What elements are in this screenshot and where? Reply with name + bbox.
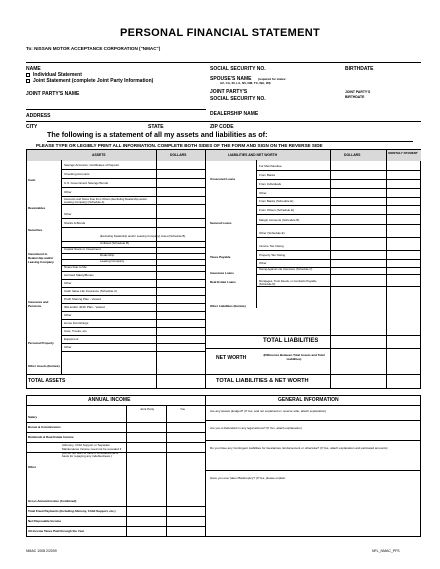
asset-row-rule <box>61 303 205 304</box>
footer-form-number: NMAC 1008 2/2009 <box>26 549 57 553</box>
total-ln-rule <box>205 374 421 375</box>
assets-liabilities-table <box>26 149 421 389</box>
liability-row-rule <box>256 274 421 275</box>
general-rule-2 <box>205 440 421 441</box>
liability-row-label: Property Tax Owing <box>259 253 286 257</box>
asset-row-rule <box>61 218 205 219</box>
asset-row-label: U.S. Government Savings Bonds <box>64 181 109 185</box>
you-col: You <box>180 407 186 411</box>
income-row-rule <box>26 432 205 433</box>
asset-row-label: Checking Accounts <box>64 172 90 176</box>
asset-row-label: Notes Due to Me <box>64 265 87 269</box>
liability-row-label: Other (Schedule E) <box>259 231 285 235</box>
liability-row-rule <box>256 224 421 225</box>
income-row-rule <box>26 536 205 537</box>
liability-row-label: For Merchandise <box>259 164 282 168</box>
statement-rule <box>47 141 413 142</box>
income-row-label: Bonus & Commissions <box>28 425 61 429</box>
spouse-note: (required for states: <box>258 77 287 81</box>
asset-row-rule <box>61 271 205 272</box>
joint-party-col: Joint Party <box>140 407 155 411</box>
state-label: STATE <box>148 124 164 130</box>
liability-row-label: From Individuals <box>259 182 282 186</box>
liability-row-label: From Others (Schedule E) <box>259 208 295 212</box>
liability-row-rule <box>256 179 421 180</box>
general-rule-1 <box>205 420 421 421</box>
question-assets-pledged: Are any Assets pledged? (If Yes, and not explained on reverse side, attach explanation) <box>210 409 327 413</box>
asset-row-rule <box>61 187 205 188</box>
general-info-heading: GENERAL INFORMATION <box>278 397 339 403</box>
asset-row-label: Other <box>64 190 72 194</box>
instructions: PLEASE TYPE OR LEGIBLY PRINT ALL INFORMATION. COMPLETE BOTH SIDES OF THE FORM AND SIGN ON THE REVERSE SIDE <box>36 143 323 148</box>
assets-group-divider <box>61 160 62 374</box>
liability-row-label: Income Tax Owing <box>259 244 284 248</box>
income-general-divider <box>205 395 206 537</box>
asset-row-label: Other <box>64 345 72 349</box>
total-assets-label: TOTAL ASSETS <box>28 378 66 384</box>
income-row-label: Net Disposable Income <box>28 519 62 523</box>
liability-row-label: Mortgages, Trust Deeds, or Contracts Payable (Schedule D) <box>259 279 317 287</box>
assets-dollars-divider <box>156 149 157 389</box>
asset-row-label: Other <box>64 212 72 216</box>
individual-label: Individual Statement <box>33 72 82 78</box>
address-label: ADDRESS <box>26 113 51 119</box>
joint-birthdate-label-1: JOINT PARTY'S <box>345 90 371 94</box>
joint-ssn-label-2: SOCIAL SECURITY NO. <box>210 96 266 102</box>
income-row-label: Other <box>28 465 37 469</box>
monthly-divider <box>386 149 387 389</box>
group-real-estate: Real Estate Loans <box>210 280 236 284</box>
liability-row-rule <box>256 205 421 206</box>
dealership-label: DEALERSHIP NAME <box>210 111 259 117</box>
ssn-label: SOCIAL SECURITY NO. <box>210 66 266 72</box>
liability-row-label: From Banks <box>259 173 276 177</box>
header-rule <box>26 62 421 63</box>
asset-row-rule <box>61 351 205 352</box>
joint-checkbox[interactable] <box>26 79 30 83</box>
individual-checkbox[interactable] <box>26 73 30 77</box>
general-rule-3 <box>205 470 421 471</box>
asset-row-rule <box>61 259 205 260</box>
liability-row-label: Owing Against Life Insurance (Schedule C) <box>259 267 313 271</box>
name-label: NAME <box>26 66 41 72</box>
asset-row-label: Home Furnishings <box>64 321 89 325</box>
asset-row-rule <box>61 335 205 336</box>
liab-col-header: LIABILITIES AND NET WORTH <box>228 153 278 157</box>
asset-row-rule <box>61 241 205 242</box>
question-bankruptcy: Have you ever taken Bankruptcy? (If Yes, please explain: <box>210 476 286 480</box>
group-other-liabilities: Other Liabilities (Itemize) <box>210 304 246 308</box>
liability-row-label: Other <box>259 261 267 265</box>
asset-row-rule <box>61 319 205 320</box>
asset-row-label: Cash Value Life Insurance (Schedule C) <box>64 289 118 293</box>
asset-row-label: Other <box>64 281 72 285</box>
income-row-label: Total Fixed Payments (Including Alimony, Child Support, etc.) <box>28 509 116 513</box>
spouse-label: SPOUSE'S NAME <box>210 76 252 82</box>
liability-row-label: From Banks (Schedule E) <box>259 199 294 203</box>
income-row-rule <box>26 506 205 507</box>
zip-label: ZIP CODE <box>210 124 234 130</box>
asset-row-label: Cars, Trucks, etc. <box>64 329 88 333</box>
group-investment: Investment in Dealership and/or Leasing Company <box>28 252 54 264</box>
income-row-rule <box>26 526 205 527</box>
assets-col-header: ASSETS <box>92 153 106 157</box>
city-rule <box>26 121 421 122</box>
liability-row-rule <box>256 237 421 238</box>
joint-label: Joint Statement (complete Joint Party Information) <box>33 78 154 84</box>
liability-row-rule <box>256 188 421 189</box>
asset-row-rule <box>61 343 205 344</box>
group-unsecured: Unsecured Loans <box>210 177 236 181</box>
joint-birthdate-label-2: BIRTHDATE <box>345 95 365 99</box>
total-liabilities-label: TOTAL LIABILITIES <box>263 338 319 344</box>
group-receivables: Receivables <box>28 206 46 210</box>
asset-row-label: Accrued Salary/Bonus <box>64 273 94 277</box>
joint-ssn-label-1: JOINT PARTY'S <box>210 89 248 95</box>
asset-row-label: Profit Sharing Plan - Vested <box>64 297 101 301</box>
question-contingent: Do you have any Contingent Liabilities for Guaranties, Endorsement or otherwise? (If Yes, attach explanation and estimated amounts) <box>210 446 388 450</box>
other-income-note: (Alimony, Child Support or Separate Maintenance Income need not be revealed if you do not wish to have it considered as a basis for repaying any indebtedness.) <box>62 443 122 459</box>
asset-row-label: (Excluding Dealership and/or Leasing Company) Listed (Schedule B) <box>100 234 186 238</box>
asset-row-label: Accounts and Notes Due from Others (Excluding Dealership and/or Leasing Company) (Schedule A) <box>64 197 148 205</box>
group-insurance: Insurance and Pensions <box>28 300 49 308</box>
asset-row-rule <box>61 279 205 280</box>
annual-income-heading: ANNUAL INCOME <box>88 397 131 403</box>
assets-dollars-header: DOLLARS <box>170 153 187 157</box>
group-taxes: Taxes Payable <box>210 255 231 259</box>
asset-row-label: Dealership <box>100 253 115 257</box>
asset-row-rule <box>61 178 205 179</box>
income-row-rule <box>26 516 205 517</box>
total-liab-rule-top <box>205 335 421 336</box>
liab-dollars-header: DOLLARS <box>344 153 361 157</box>
form-title: PERSONAL FINANCIAL STATEMENT <box>119 27 321 39</box>
question-defendant: Are you a Defendant in any legal actions? (If Yes, attach explanation) <box>210 426 302 430</box>
income-row-label: Gross Annual Income (Combined) <box>28 499 77 503</box>
liability-row-rule <box>256 170 421 171</box>
asset-row-rule <box>61 227 205 228</box>
table-header-shade <box>27 150 421 161</box>
group-insurance-loans: Insurance Loans <box>210 271 234 275</box>
asset-row-label: Other <box>64 313 72 317</box>
net-worth-rule-top <box>205 348 421 349</box>
asset-row-label: Equipment <box>64 337 79 341</box>
income-row-rule <box>26 422 205 423</box>
net-worth-note: (Difference Between Total Assets and Total Liabilities) <box>263 353 325 361</box>
income-row-label: Dividends & Real Estate Income <box>28 435 74 439</box>
total-assets-rule <box>26 374 205 375</box>
liability-row-label: Other <box>259 191 267 195</box>
liability-row-rule <box>256 259 421 260</box>
income-header-rule <box>26 405 421 406</box>
liability-row-rule <box>256 214 421 215</box>
asset-row-rule <box>61 287 205 288</box>
group-other-assets: Other Assets (Itemize) <box>28 364 60 368</box>
total-ln-label: TOTAL LIABILITIES & NET WORTH <box>216 378 309 384</box>
joint-name-label: JOINT PARTY'S NAME <box>26 91 80 97</box>
asset-row-label: Leasing Company <box>100 259 125 263</box>
group-personal-property: Personal Property <box>28 341 54 345</box>
income-row-label: Salary <box>28 415 38 419</box>
asset-row-label: Unlisted (Schedule B) <box>100 241 130 245</box>
address-rule <box>26 109 206 110</box>
footer-code: NFL_NMAC_PFS <box>372 549 400 553</box>
statement-line: The following is a statement of all my assets and liabilities as of: <box>47 130 268 139</box>
to-line: To: NISSAN MOTOR ACCEPTANCE CORPORATION ("NMAC") <box>26 46 161 51</box>
liability-row-rule <box>256 197 421 198</box>
liability-row-rule <box>256 250 421 251</box>
center-divider <box>205 149 206 389</box>
spouse-states: AZ, CA, ID, LA, NV, NM, TX, WA, WI) <box>220 81 271 85</box>
asset-row-rule <box>61 253 205 254</box>
asset-row-rule <box>61 327 205 328</box>
asset-row-rule <box>61 169 205 170</box>
city-label: CITY <box>26 124 38 130</box>
income-row-rule <box>26 442 205 443</box>
group-secured: Secured Loans <box>210 221 232 225</box>
monthly-header: MONTHLY PAYMENT <box>388 151 418 155</box>
income-col-divider-1 <box>126 405 127 537</box>
income-row-label: All Income Taxes Paid through the Year <box>28 529 85 533</box>
asset-row-label: IRA and/or 401K Plan - Vested <box>64 305 105 309</box>
income-col-divider-2 <box>166 405 167 537</box>
liability-row-label: Margin Accounts (Schedule B) <box>259 218 300 222</box>
asset-row-label: Stocks & Bonds <box>64 221 86 225</box>
asset-row-rule <box>61 295 205 296</box>
asset-row-label: Capital Stock or Investment <box>64 247 101 251</box>
liab-dollars-divider <box>330 149 331 389</box>
group-cash: Cash <box>28 178 36 182</box>
asset-row-rule <box>61 311 205 312</box>
group-securities: Securities <box>28 228 43 232</box>
net-worth-label: NET WORTH <box>216 355 247 361</box>
asset-row-label: Savings Accounts, Certificates of Deposit <box>64 163 119 167</box>
birthdate-label: BIRTHDATE <box>345 66 374 72</box>
